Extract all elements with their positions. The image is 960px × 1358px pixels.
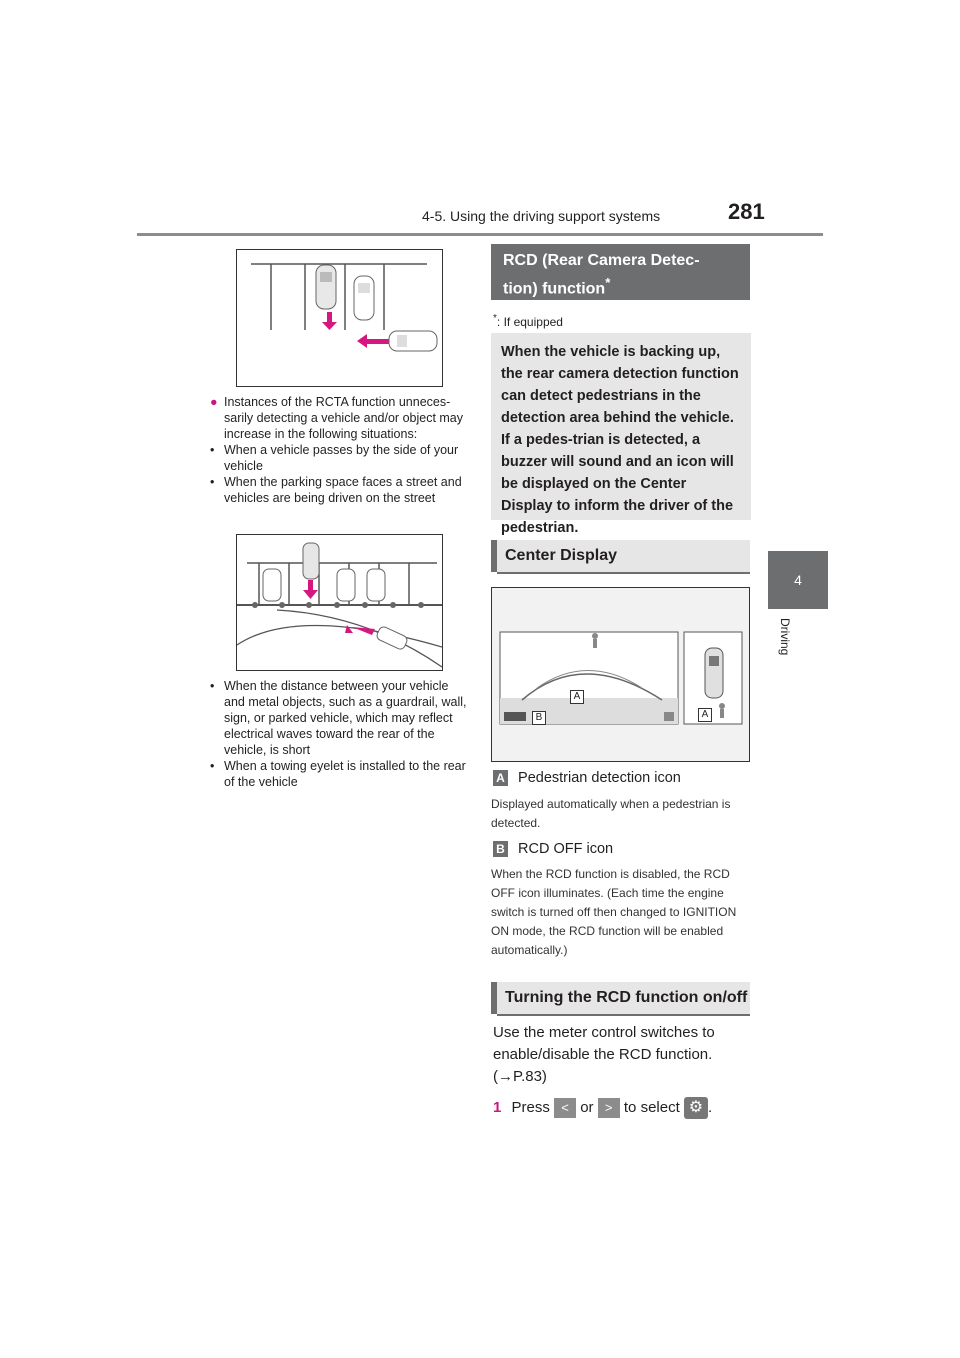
bullet-lead-text: Instances of the RCTA function unneces-sarily detecting a vehicle and/or object may increase in the following situations: xyxy=(224,395,464,441)
chapter-number: 4 xyxy=(794,572,802,588)
settings-gear-icon[interactable]: ⚙ xyxy=(684,1097,708,1119)
bullet-icon: • xyxy=(210,475,215,489)
screen-callout-b: B xyxy=(532,711,546,725)
bullet-icon: • xyxy=(210,443,215,457)
rcta-parking-illustration xyxy=(236,249,443,387)
screen-callout-a-2: A xyxy=(698,708,712,722)
turning-heading: Turning the RCD function on/off xyxy=(491,982,750,1014)
list-item: When a towing eyelet is installed to the rear of the vehicle xyxy=(224,759,466,789)
rcd-heading-star: * xyxy=(605,275,611,290)
bullet-icon: • xyxy=(210,679,215,693)
screen-callout-a: A xyxy=(570,690,584,704)
label-a-badge: A xyxy=(493,770,508,786)
list-item: When the distance between your vehicle and metal objects, such as a guardrail, wall, sign, or parked vehicle, which may reflect electrical waves toward the rear of the vehicle, is short xyxy=(224,679,467,757)
center-display-heading: Center Display xyxy=(491,540,750,572)
rcd-heading xyxy=(491,244,750,300)
label-a-row xyxy=(493,770,681,786)
turning-body: Use the meter control switches to enable/disable the RCD function. xyxy=(493,1024,715,1063)
label-b-badge: B xyxy=(493,841,508,857)
list-item: When a vehicle passes by the side of your vehicle xyxy=(224,443,459,473)
left-arrow-key-icon[interactable]: < xyxy=(554,1098,576,1118)
footnote xyxy=(493,313,563,329)
rcta-street-illustration xyxy=(236,534,443,671)
footnote-star: * xyxy=(493,313,497,324)
label-a-description: Displayed automatically when a pedestrian is detected. xyxy=(491,797,731,830)
rcd-intro-box: When the vehicle is backing up, the rear camera detection function can detect pedestrians in the detection area behind the vehicle. If a pedes-trian is detected, a buzzer will sound and an icon will be displayed on the Center Display to inform the driver of the pedestrian. xyxy=(491,333,751,520)
label-a-title: Pedestrian detection icon xyxy=(518,770,681,786)
turning-body-block xyxy=(493,1022,749,1088)
turning-ref-link[interactable]: (→P.83) xyxy=(493,1068,547,1085)
label-b-row xyxy=(493,841,613,857)
step-press-text: Press xyxy=(511,1098,550,1116)
step-or-text: or xyxy=(580,1098,594,1116)
page-number: 281 xyxy=(728,199,765,224)
bullet-dot-icon: ● xyxy=(210,395,218,409)
rcta-situations-list xyxy=(210,394,470,506)
step-select-text: to select xyxy=(623,1098,680,1116)
label-b-title: RCD OFF icon xyxy=(518,841,614,857)
right-arrow-key-icon[interactable]: > xyxy=(598,1098,620,1118)
section-title: 4-5. Using the driving support systems xyxy=(422,208,661,224)
chapter-label: Driving xyxy=(778,618,792,656)
bullet-icon: • xyxy=(210,759,215,773)
rcd-heading-line2: tion) function xyxy=(503,280,606,298)
step-1 xyxy=(493,1097,712,1119)
footnote-text: : If equipped xyxy=(496,315,563,329)
label-b-description: When the RCD function is disabled, the RCD OFF icon illuminates. (Each time the engine switch is turned off then changed to IGNITION ON mode, the RCD function will be enabled automatically.) xyxy=(491,867,737,957)
center-display-illustration xyxy=(491,587,750,762)
step-number: 1 xyxy=(493,1098,502,1116)
header-rule xyxy=(137,233,823,236)
step-end: . xyxy=(707,1098,713,1116)
chapter-tab[interactable] xyxy=(768,551,828,609)
rcta-situations-list-2 xyxy=(210,678,470,790)
rcd-heading-line1: RCD (Rear Camera Detec- xyxy=(503,252,700,269)
list-item: When the parking space faces a street and vehicles are being driven on the street xyxy=(224,475,462,505)
